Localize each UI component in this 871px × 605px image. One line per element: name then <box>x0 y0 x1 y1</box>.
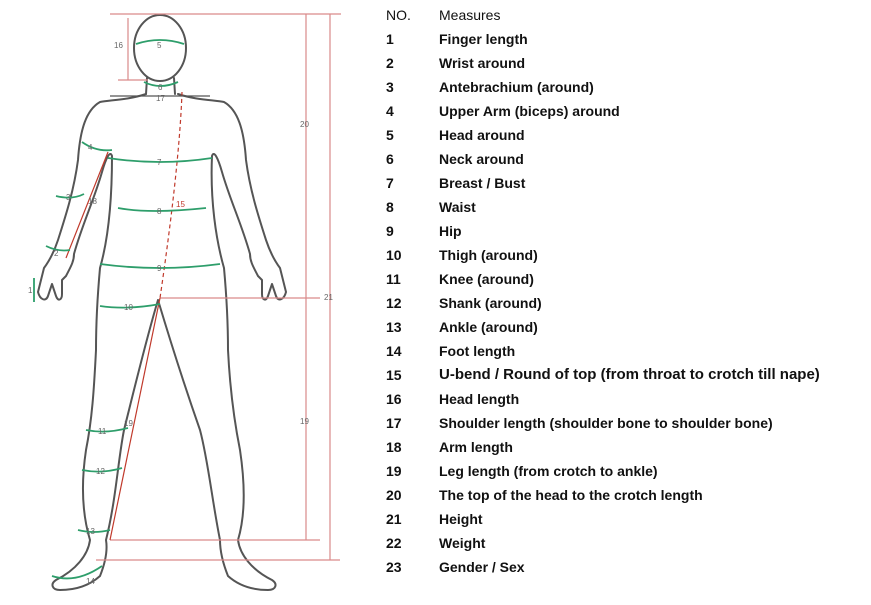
table-row <box>386 267 866 291</box>
table-row <box>386 435 866 459</box>
row-measure: Head around <box>439 127 525 143</box>
table-rows <box>386 27 866 579</box>
row-number: 17 <box>386 415 402 431</box>
row-measure: Weight <box>439 535 486 551</box>
marker-7: 7 <box>157 158 162 167</box>
marker-19-dimension: 19 <box>300 417 309 426</box>
row-number: 16 <box>386 391 402 407</box>
marker-10: 10 <box>124 303 133 312</box>
marker-16: 16 <box>114 41 123 50</box>
row-measure: Shoulder length (shoulder bone to shoulder bone) <box>439 415 773 431</box>
table-row <box>386 27 866 51</box>
marker-8: 8 <box>157 207 162 216</box>
table-header <box>386 3 866 27</box>
marker-2: 2 <box>54 249 59 258</box>
row-measure: Foot length <box>439 343 516 359</box>
marker-14: 14 <box>86 577 95 586</box>
marker-19: 19 <box>124 419 133 428</box>
row-measure: The top of the head to the crotch length <box>439 487 703 503</box>
row-number: 20 <box>386 487 402 503</box>
row-number: 18 <box>386 439 402 455</box>
table-row <box>386 291 866 315</box>
row-measure: Shank (around) <box>439 295 542 311</box>
row-number: 21 <box>386 511 402 527</box>
table-row <box>386 219 866 243</box>
table-row <box>386 171 866 195</box>
row-measure: Upper Arm (biceps) around <box>439 103 620 119</box>
row-number: 3 <box>386 79 394 95</box>
row-measure: Head length <box>439 391 520 407</box>
row-measure: Thigh (around) <box>439 247 538 263</box>
row-number: 10 <box>386 247 402 263</box>
marker-9: 9 <box>157 264 162 273</box>
row-number: 11 <box>386 271 401 287</box>
row-number: 13 <box>386 319 402 335</box>
row-measure: U-bend / Round of top (from throat to crotch till nape) <box>439 366 820 383</box>
header-measures: Measures <box>439 7 501 23</box>
row-number: 5 <box>386 127 394 143</box>
row-measure: Antebrachium (around) <box>439 79 594 95</box>
row-measure: Hip <box>439 223 462 239</box>
marker-20: 20 <box>300 120 309 129</box>
row-measure: Leg length (from crotch to ankle) <box>439 463 658 479</box>
table-row <box>386 315 866 339</box>
marker-12: 12 <box>96 467 105 476</box>
table-row <box>386 339 866 363</box>
header-no: NO. <box>386 7 411 23</box>
table-row <box>386 147 866 171</box>
row-measure: Knee (around) <box>439 271 534 287</box>
arm-length-line <box>66 152 108 258</box>
row-number: 4 <box>386 103 394 119</box>
row-number: 2 <box>386 55 394 71</box>
row-number: 23 <box>386 559 402 575</box>
table-row <box>386 99 866 123</box>
marker-6: 6 <box>158 83 163 92</box>
marker-21: 21 <box>324 293 333 302</box>
table-row <box>386 555 866 579</box>
marker-5: 5 <box>157 41 162 50</box>
row-measure: Breast / Bust <box>439 175 526 191</box>
row-measure: Height <box>439 511 483 527</box>
table-row <box>386 387 866 411</box>
row-number: 1 <box>386 31 394 47</box>
row-number: 12 <box>386 295 402 311</box>
table-row <box>386 507 866 531</box>
table-row <box>386 195 866 219</box>
table-row <box>386 75 866 99</box>
measures-table <box>386 3 866 579</box>
row-number: 6 <box>386 151 394 167</box>
row-measure: Ankle (around) <box>439 319 538 335</box>
row-number: 7 <box>386 175 394 191</box>
row-measure: Gender / Sex <box>439 559 525 575</box>
body-measurement-figure <box>0 0 375 605</box>
row-number: 19 <box>386 463 402 479</box>
row-measure: Wrist around <box>439 55 526 71</box>
marker-17: 17 <box>156 94 165 103</box>
table-row <box>386 459 866 483</box>
leg-length-line <box>110 298 160 540</box>
row-number: 22 <box>386 535 402 551</box>
table-row <box>386 363 866 387</box>
row-measure: Neck around <box>439 151 524 167</box>
row-number: 9 <box>386 223 394 239</box>
marker-3: 3 <box>66 193 71 202</box>
marker-11: 11 <box>98 427 107 436</box>
row-measure: Waist <box>439 199 476 215</box>
row-number: 8 <box>386 199 394 215</box>
table-row <box>386 51 866 75</box>
marker-1: 1 <box>28 286 33 295</box>
row-measure: Arm length <box>439 439 513 455</box>
marker-13: 13 <box>86 527 95 536</box>
table-row <box>386 411 866 435</box>
table-row <box>386 123 866 147</box>
row-number: 15 <box>386 367 402 383</box>
table-row <box>386 243 866 267</box>
table-row <box>386 531 866 555</box>
table-row <box>386 483 866 507</box>
row-number: 14 <box>386 343 402 359</box>
marker-18: 18 <box>88 197 97 206</box>
marker-15: 15 <box>176 200 185 209</box>
marker-4: 4 <box>88 143 93 152</box>
row-measure: Finger length <box>439 31 528 47</box>
